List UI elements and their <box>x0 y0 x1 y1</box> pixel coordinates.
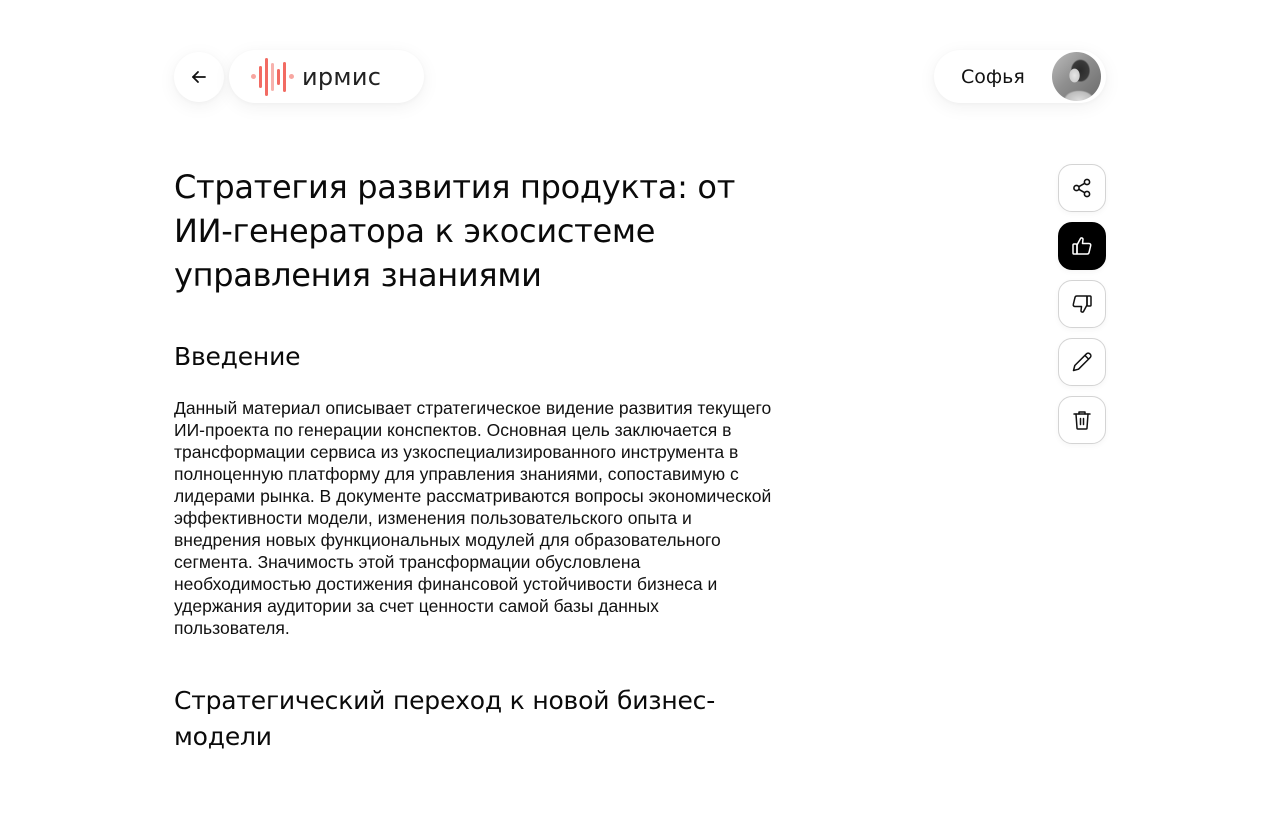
pencil-icon <box>1070 350 1094 374</box>
logo-bar <box>271 63 274 91</box>
dislike-button[interactable] <box>1058 280 1106 328</box>
logo-bar <box>259 66 262 88</box>
logo-bar <box>251 74 256 79</box>
logo-bar <box>283 62 286 92</box>
arrow-left-icon <box>189 67 209 87</box>
waveform-logo-icon <box>251 57 294 97</box>
avatar[interactable] <box>1052 52 1101 101</box>
user-menu[interactable] <box>934 50 1106 103</box>
back-button[interactable] <box>174 52 224 102</box>
logo-bar <box>289 74 294 79</box>
delete-button[interactable] <box>1058 396 1106 444</box>
page-title: Стратегия развития продукта: от ИИ-генератора к экосистеме управления знаниями <box>174 168 736 294</box>
logo-text: ирмис <box>302 62 382 91</box>
section-heading-intro: Введение <box>174 342 301 371</box>
section-paragraph-intro: Данный материал описывает стратегическое видение развития текущего ИИ-проекта по генерации конспектов. Основная цель заключается в трансформации сервиса из узкоспециализированного инструмента в полноценную платформу для управления знаниями, сопоставимую с лидерами рынка. В документе рассматриваются вопросы экономической эффективности модели, изменения пользовательского опыта и внедрения новых функциональных модулей для образовательного сегмента. Значимость этой трансформации обусловлена необходимостью достижения финансовой устойчивости бизнеса и удержания аудитории за счет ценности самой базы данных пользователя. <box>174 398 772 638</box>
edit-button[interactable] <box>1058 338 1106 386</box>
logo-bar <box>277 69 280 85</box>
logo[interactable] <box>229 50 424 103</box>
document <box>174 165 774 755</box>
logo-bar <box>265 58 268 96</box>
action-rail <box>1058 164 1106 444</box>
thumbs-down-icon <box>1070 292 1094 316</box>
trash-icon <box>1070 408 1094 432</box>
share-button[interactable] <box>1058 164 1106 212</box>
user-name: Софья <box>961 65 1025 88</box>
thumbs-up-icon <box>1070 234 1094 258</box>
section-heading-strategy: Стратегический переход к новой бизнес-модели <box>174 686 716 751</box>
like-button[interactable] <box>1058 222 1106 270</box>
share-icon <box>1070 176 1094 200</box>
